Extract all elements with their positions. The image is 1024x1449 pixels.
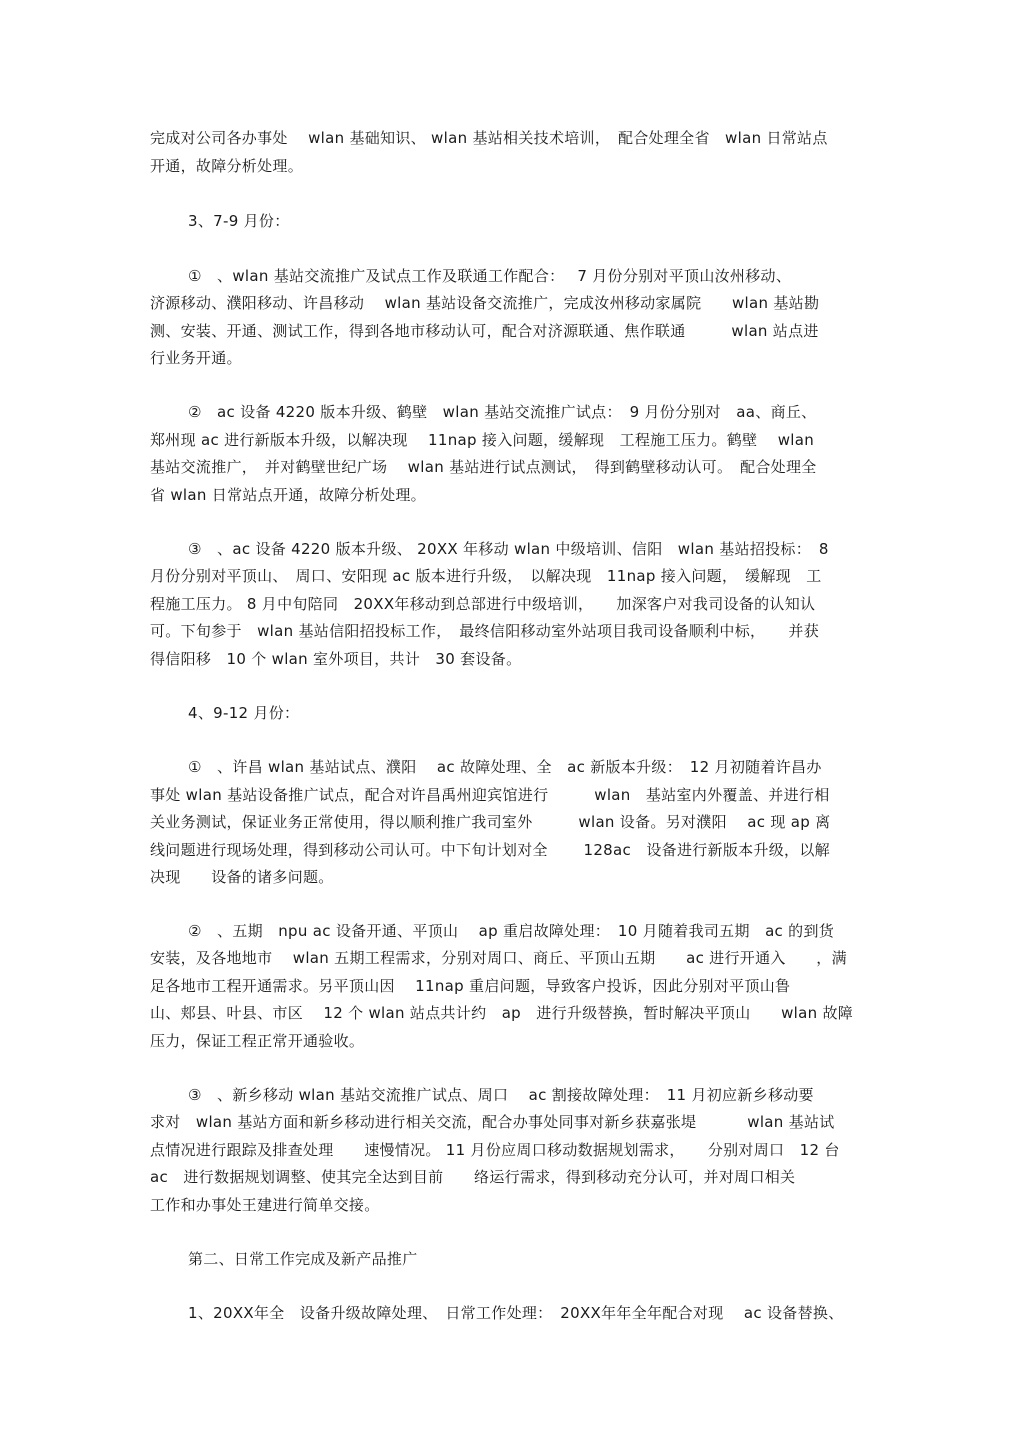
paragraph-line: ac 进行数据规划调整、使其完全达到目前 络运行需求，得到移动充分认可，并对周口相关: [150, 1168, 796, 1186]
paragraph-line: 关业务测试，保证业务正常使用，得以顺利推广我司室外 wlan 设备。另对濮阳 ac 现 ap 离: [150, 813, 831, 831]
paragraph-line: 1、20XX年全 设备升级故障处理、 日常工作处理： 20XX年年全年配合对现 ac 设备替换、: [188, 1304, 844, 1322]
paragraph-line: 安装，及各地地市 wlan 五期工程需求，分别对周口、商丘、平顶山五期 ac 进行开通入 ，满: [150, 949, 847, 967]
paragraph-line: 开通，故障分析处理。: [150, 157, 304, 175]
paragraph-line: 月份分别对平顶山、 周口、安阳现 ac 版本进行升级， 以解决现 11nap 接入问题， 缓解现 工: [150, 567, 822, 585]
paragraph-line: ① 、wlan 基站交流推广及试点工作及联通工作配合： 7 月份分别对平顶山汝州移动、: [188, 267, 792, 285]
section-heading: 4、9-12 月份：: [188, 704, 300, 722]
paragraph-line: 决现 设备的诸多问题。: [150, 868, 334, 886]
paragraph-line: 点情况进行跟踪及排查处理 速慢情况。 11 月份应周口移动数据规划需求， 分别对周口 12 台: [150, 1141, 840, 1159]
paragraph-line: 求对 wlan 基站方面和新乡移动进行相关交流，配合办事处同事对新乡获嘉张堤 wlan 基站试: [150, 1113, 835, 1131]
paragraph-line: 线问题进行现场处理，得到移动公司认可。中下旬计划对全 128ac 设备进行新版本升级，以解: [150, 841, 830, 859]
paragraph-line: ② ac 设备 4220 版本升级、鹤壁 wlan 基站交流推广试点： 9 月份分别对 aa、商丘、: [188, 403, 817, 421]
paragraph-line: 行业务开通。: [150, 349, 242, 367]
paragraph-line: 得信阳移 10 个 wlan 室外项目，共计 30 套设备。: [150, 650, 522, 668]
paragraph-line: 压力，保证工程正常开通验收。: [150, 1032, 365, 1050]
paragraph-line: 郑州现 ac 进行新版本升级，以解决现 11nap 接入问题，缓解现 工程施工压力。鹤壁 wlan: [150, 431, 815, 449]
paragraph-line: 事处 wlan 基站设备推广试点，配合对许昌禹州迎宾馆进行 wlan 基站室内外覆盖、并进行相: [150, 786, 830, 804]
paragraph-line: 足各地市工程开通需求。另平顶山因 11nap 重启问题，导致客户投诉，因此分别对平顶山鲁: [150, 977, 791, 995]
paragraph-line: ③ 、ac 设备 4220 版本升级、 20XX 年移动 wlan 中级培训、信阳 wlan 基站招投标： 8: [188, 540, 829, 558]
paragraph-line: ① 、许昌 wlan 基站试点、濮阳 ac 故障处理、全 ac 新版本升级： 12 月初随着许昌办: [188, 758, 822, 776]
paragraph-line: ② 、五期 npu ac 设备开通、平顶山 ap 重启故障处理： 10 月随着我司五期 ac 的到货: [188, 922, 835, 940]
section-heading: 3、7-9 月份：: [188, 212, 290, 230]
paragraph-line: 完成对公司各办事处 wlan 基础知识、 wlan 基站相关技术培训， 配合处理全省 wlan 日常站点: [150, 129, 828, 147]
paragraph-line: 济源移动、濮阳移动、许昌移动 wlan 基站设备交流推广，完成汝州移动家属院 wlan 基站勘: [150, 294, 820, 312]
paragraph-line: 工作和办事处王建进行简单交接。: [150, 1196, 380, 1214]
paragraph-line: 程施工压力。 8 月中旬陪同 20XX年移动到总部进行中级培训， 加深客户对我司设备的认知认: [150, 595, 816, 613]
paragraph-line: ③ 、新乡移动 wlan 基站交流推广试点、周口 ac 割接故障处理： 11 月初应新乡移动要: [188, 1086, 814, 1104]
paragraph-line: 基站交流推广， 并对鹤壁世纪广场 wlan 基站进行试点测试， 得到鹤壁移动认可。 配合处理全: [150, 458, 817, 476]
paragraph-line: 可。下旬参于 wlan 基站信阳招投标工作， 最终信阳移动室外站项目我司设备顺利中标， 并获: [150, 622, 820, 640]
paragraph-line: 省 wlan 日常站点开通，故障分析处理。: [150, 486, 426, 504]
section-heading: 第二、日常工作完成及新产品推广: [188, 1250, 418, 1268]
paragraph-line: 测、安装、开通、测试工作，得到各地市移动认可，配合对济源联通、焦作联通 wlan 站点进: [150, 322, 819, 340]
paragraph-line: 山、郏县、叶县、市区 12 个 wlan 站点共计约 ap 进行升级替换，暂时解决平顶山 wlan 故障: [150, 1004, 854, 1022]
